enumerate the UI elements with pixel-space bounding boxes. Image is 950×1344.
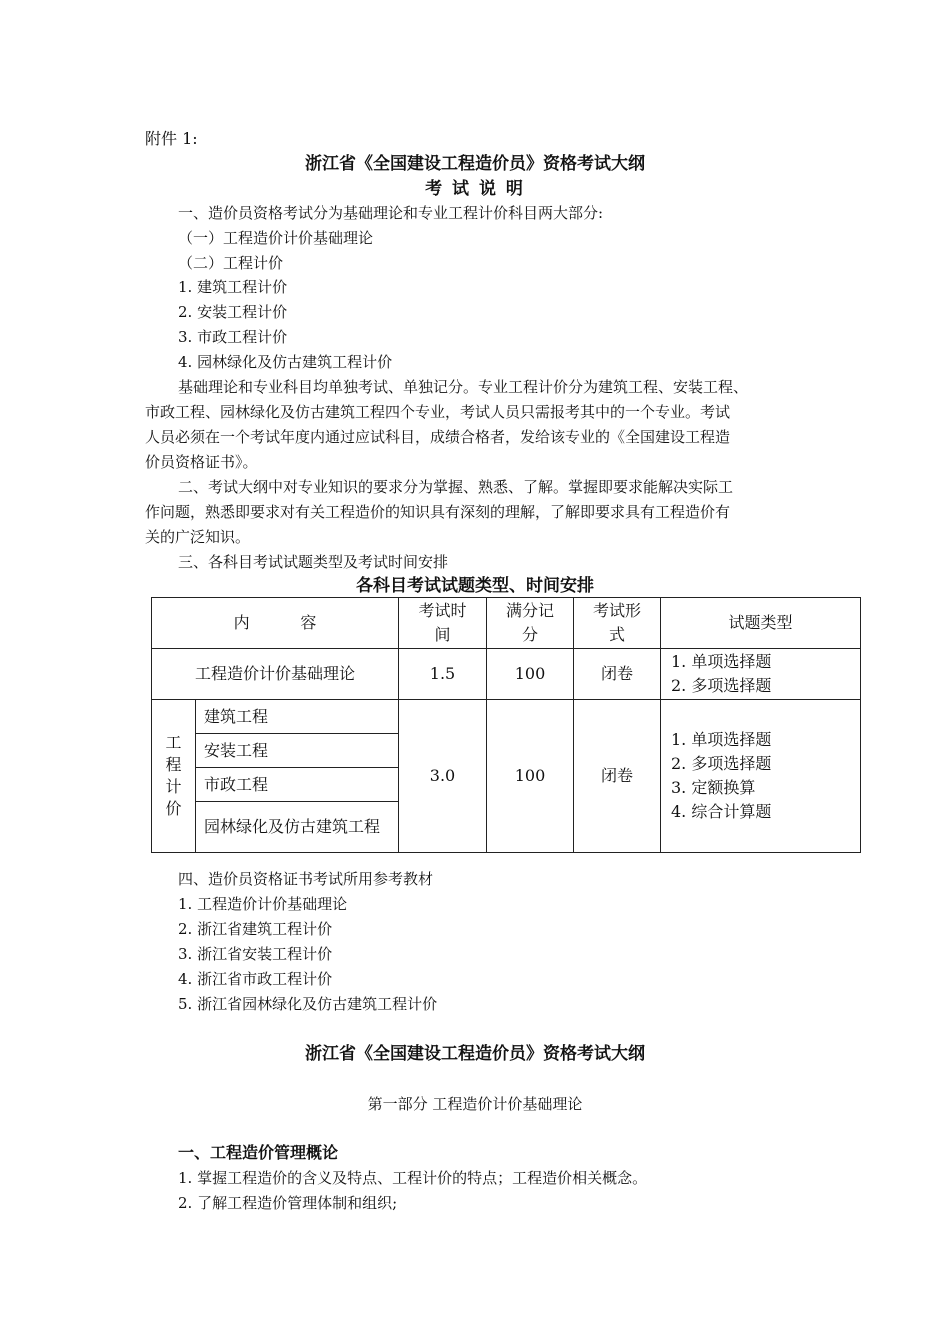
outline-item: 2. 了解工程造价管理体制和组织; (178, 1194, 398, 1212)
intro-sub-1: （一）工程造价计价基础理论 (178, 229, 374, 247)
table-caption: 各科目考试试题类型、时间安排 (356, 576, 594, 596)
references-heading: 四、造价员资格证书考试所用参考教材 (178, 870, 434, 888)
para1-line: 基础理论和专业科目均单独考试、单独记分。专业工程计价分为建筑工程、安装工程、 (178, 378, 749, 396)
reference-item: 3. 浙江省安装工程计价 (178, 945, 333, 963)
header-score: 满分记分 (487, 598, 574, 649)
subject-cell: 安装工程 (196, 734, 399, 768)
question-type: 1. 单项选择题 (671, 652, 772, 671)
document-title: 浙江省《全国建设工程造价员》资格考试大纲 (305, 154, 645, 174)
row2-score: 100 (487, 700, 574, 853)
para1-line: 价员资格证书》。 (145, 453, 258, 471)
header-form: 考试形式 (574, 598, 661, 649)
table-row (152, 700, 861, 734)
header-time: 考试时间 (399, 598, 487, 649)
part-heading: 第一部分 工程造价计价基础理论 (367, 1095, 583, 1113)
question-type: 1. 单项选择题 (671, 730, 772, 749)
question-type: 4. 综合计算题 (671, 802, 772, 821)
reference-item: 5. 浙江省园林绿化及仿古建筑工程计价 (178, 995, 438, 1013)
intro-item-1: 一、造价员资格考试分为基础理论和专业工程计价科目两大部分: (178, 204, 604, 222)
list-item: 1. 建筑工程计价 (178, 278, 288, 296)
outline-item: 1. 掌握工程造价的含义及特点、工程计价的特点；工程造价相关概念。 (178, 1169, 648, 1187)
subject-cell: 市政工程 (196, 768, 399, 802)
subject-cell: 园林绿化及仿古建筑工程 (196, 802, 399, 853)
group-label: 工程计价 (165, 732, 182, 818)
attachment-label: 附件 1: (145, 129, 198, 148)
subject-cell: 建筑工程 (196, 700, 399, 734)
section-heading: 考 试 说 明 (425, 179, 525, 199)
list-item: 3. 市政工程计价 (178, 328, 288, 346)
question-type: 2. 多项选择题 (671, 754, 772, 773)
header-types: 试题类型 (661, 598, 861, 649)
table-row (152, 649, 861, 700)
row1-score: 100 (487, 649, 574, 700)
reference-item: 1. 工程造价计价基础理论 (178, 895, 348, 913)
row2-types (661, 700, 861, 853)
chapter-heading: 一、工程造价管理概论 (178, 1143, 339, 1162)
list-item: 4. 园林绿化及仿古建筑工程计价 (178, 353, 393, 371)
question-type: 3. 定额换算 (671, 778, 756, 797)
row1-time: 1.5 (399, 649, 487, 700)
para2-line: 二、考试大纲中对专业知识的要求分为掌握、熟悉、了解。掌握即要求能解决实际工 (178, 478, 734, 496)
list-item: 2. 安装工程计价 (178, 303, 288, 321)
row2-form: 闭卷 (574, 700, 661, 853)
header-content: 内 容 (152, 598, 399, 649)
intro-item-3: 三、各科目考试试题类型及考试时间安排 (178, 553, 449, 571)
para2-line: 关的广泛知识。 (145, 528, 251, 546)
row1-types (661, 649, 861, 700)
question-type: 2. 多项选择题 (671, 676, 772, 695)
para1-line: 市政工程、园林绿化及仿古建筑工程四个专业，考试人员只需报考其中的一个专业。考试 (145, 403, 731, 421)
row1-form: 闭卷 (574, 649, 661, 700)
intro-sub-2: （二）工程计价 (178, 254, 284, 272)
para1-line: 人员必须在一个考试年度内通过应试科目，成绩合格者，发给该专业的《全国建设工程造 (145, 428, 731, 446)
row2-time: 3.0 (399, 700, 487, 853)
reference-item: 4. 浙江省市政工程计价 (178, 970, 333, 988)
row1-content: 工程造价计价基础理论 (152, 649, 399, 700)
reference-item: 2. 浙江省建筑工程计价 (178, 920, 333, 938)
outline-title: 浙江省《全国建设工程造价员》资格考试大纲 (305, 1044, 645, 1064)
para2-line: 作问题，熟悉即要求对有关工程造价的知识具有深刻的理解，了解即要求具有工程造价有 (145, 503, 731, 521)
schedule-table (151, 597, 861, 853)
group-label-cell (152, 700, 196, 853)
table-header-row (152, 598, 861, 649)
